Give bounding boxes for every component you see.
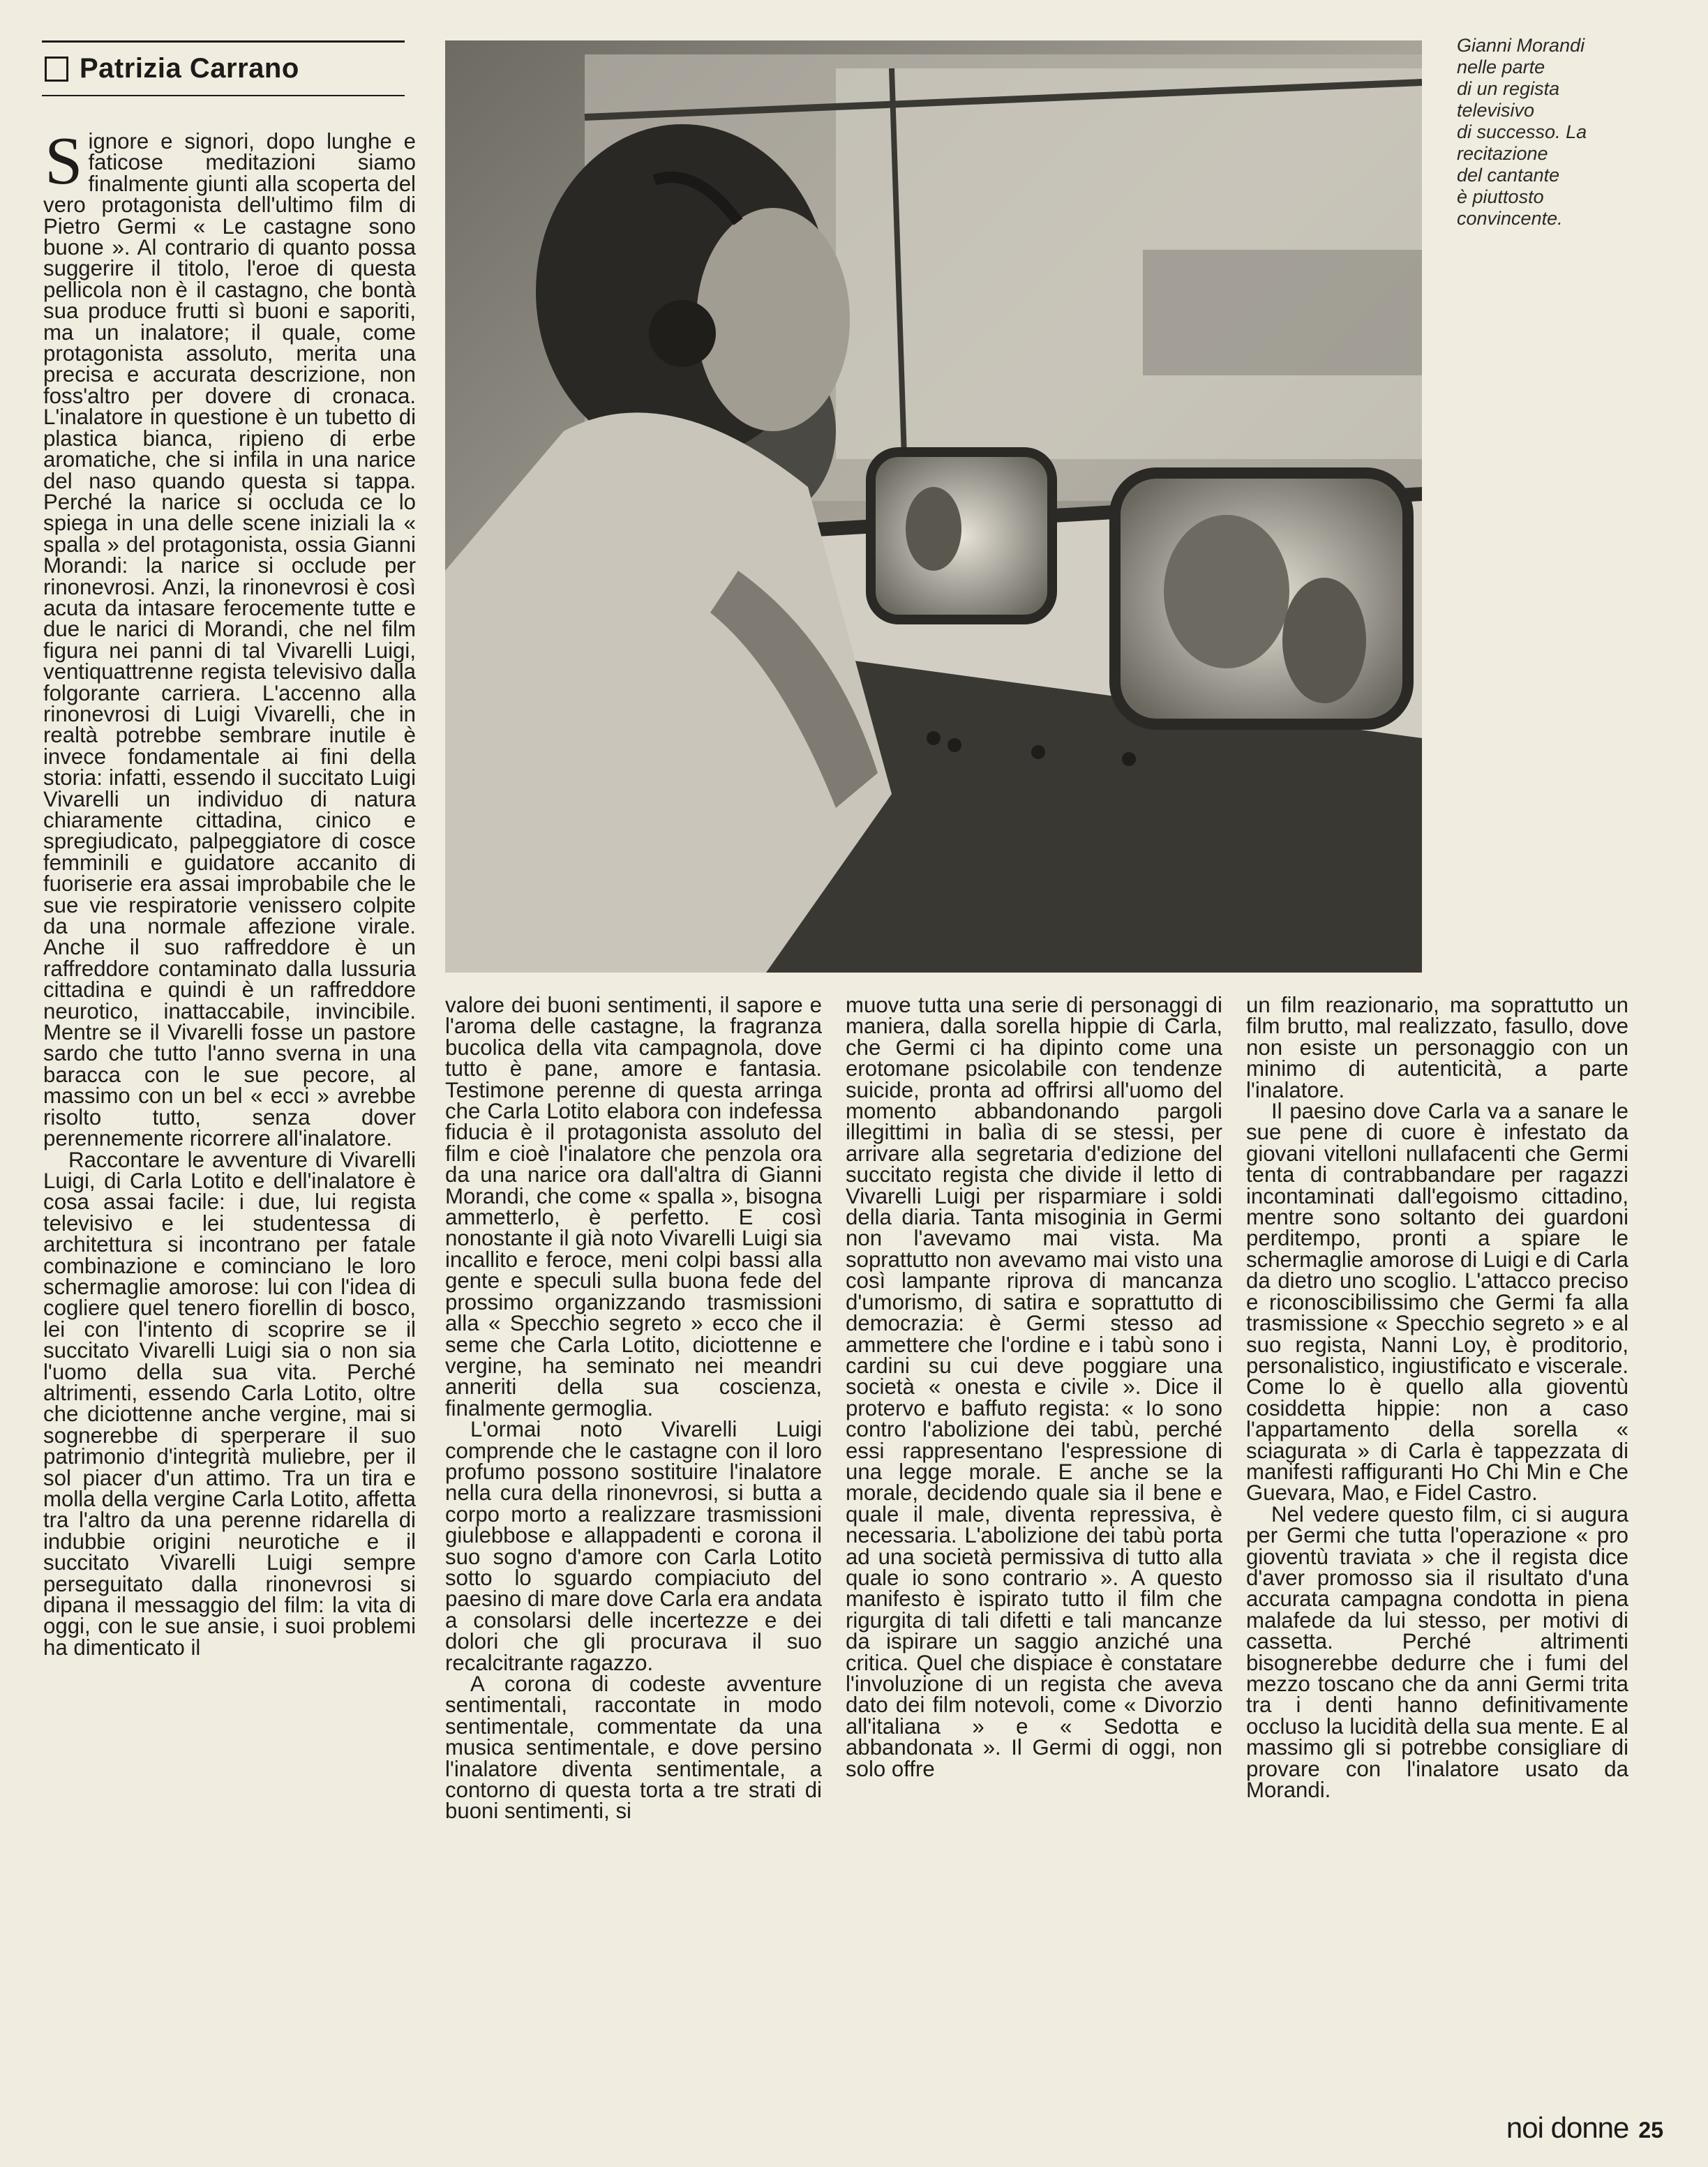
article-column-4 — [1246, 995, 1628, 1801]
paragraph: Raccontare le avventure di Vivarelli Luigi, di Carla Lotito e dell'inalatore è cosa assai facile: i due, lui regista televisivo e lei studentessa di architettura si incontrano per fatale combinazione e cominciano le loro schermaglie amorose: lui con l'idea di cogliere quel tenero fiorellin di bosco, lei con l'intento di scoprire se il succitato Vivarelli Luigi sia o non sia l'uomo della sua vita. Perché altrimenti, essendo Carla Lotito, oltre che diciottenne anche vergine, mai si sognerebbe di sperperare il suo patrimonio d'integrità muliebre, per il sol piacer d'un attimo. Tra un tira e molla della vergine Carla Lotito, affetta tra l'altro da una perenne ridarella di indubbie origini neurotiche e il succitato Vivarelli Luigi sempre perseguitato dalla rinonevrosi si dipana il messaggio del film: la vita di oggi, con le sue ansie, i suoi problemi ha dimenticato il — [43, 1147, 416, 1660]
paragraph: A corona di codeste avventure sentimentali, raccontate in modo sentimentale, commentate da una musica sentimentale, e dove persino l'inalatore diventa sentimentale, a contorno di questa torta a tre strati di buoni sentimenti, si — [445, 1672, 822, 1824]
caption-line: di un regista — [1457, 78, 1560, 99]
caption-line: è piuttosto — [1457, 186, 1544, 207]
photo-caption — [1457, 35, 1680, 230]
article-column-2 — [445, 995, 822, 1822]
article-column-1 — [43, 123, 416, 1660]
paragraph — [43, 123, 416, 1151]
caption-line: recitazione — [1457, 143, 1548, 164]
caption-line: nelle parte — [1457, 57, 1545, 77]
drop-cap: S — [45, 123, 83, 199]
caption-line: televisivo — [1457, 100, 1535, 121]
byline — [42, 40, 405, 96]
caption-line: convincente. — [1457, 208, 1563, 229]
caption-line: di successo. La — [1457, 121, 1587, 142]
photo-tv-control-room — [445, 40, 1422, 973]
paragraph: valore dei buoni sentimenti, il sapore e l'aroma delle castagne, la fragranza bucolica della vita campagnola, dove tutto è pane, amore e fantasia. Testimone perenne di questa arringa che Carla Lotito elabora con indefessa fiducia è il protagonista assoluto del film e cioè l'inalatore che penzola ora da una narice ora dall'altra di Gianni Morandi, che come « spalla », bisogna ammetterlo, è perfetto. E così nonostante il già noto Vivarelli Luigi sia incallito e feroce, meni colpi bassi alla gente e speculi sulla buona fede del prossimo organizzando trasmissioni alla « Specchio segreto » ecco che il seme che Carla Lotito, diciottenne e vergine, ha seminato nei meandri anneriti della sua coscienza, finalmente germoglia. — [445, 993, 822, 1420]
paragraph: Nel vedere questo film, ci si augura per Germi che tutta l'operazione « pro gioventù traviata » che il regista dice d'aver promosso sia il risultato d'una accurata campagna condotta in piena malafede da lui stesso, per motivi di cassetta. Perché altrimenti bisognerebbe dedurre che i fumi del mezzo toscano che da anni Germi trita tra i denti hanno definitivamente occluso la lucidità della sua mente. E al massimo gli si potrebbe consigliare di provare con l'inalatore usato da Morandi. — [1246, 1501, 1628, 1803]
caption-line: Gianni Morandi — [1457, 35, 1585, 56]
article-photo — [445, 40, 1422, 973]
magazine-name: noi donne — [1506, 2111, 1629, 2144]
page-number: 25 — [1638, 2117, 1663, 2143]
paragraph: muove tutta una serie di personaggi di maniera, dalla sorella hippie di Carla, che Germi ci ha dipinto come una erotomane psicolabile con tendenze suicide, pronta ad offrirsi all'uomo del momento abbandonando pargoli illegittimi in balìa di se stessi, per arrivare alla segretaria d'edizione del succitato regista che divide il letto di Vivarelli Luigi per risparmiare i soldi della diaria. Tanta misoginia in Germi non l'avevamo mai vista. Ma soprattutto non avevamo mai visto una così lampante riprova di mancanza d'umorismo, di satira e soprattutto di democrazia: è Germi stesso ad ammettere che l'ordine e i tabù sono i cardini su cui deve poggiare una società « onesta e civile ». Dice il protervo e baffuto regista: « Io sono contro l'abolizione dei tabù, perché essi rappresentano l'espressione di una legge morale. E anche se la morale, decidendo quale sia il bene e quale il male, diventa repressiva, è necessaria. L'abolizione dei tabù porta ad una società permissiva di tutto alla quale io sono contrario ». A questo manifesto è ispirato tutto il film che rigurgita di tali difetti e tali mancanze da ispirare un saggio anziché una critica. Quel che dispiace è constatare l'involuzione di un regista che aveva dato dei film notevoli, come « Divorzio all'italiana » e « Sedotta e abbandonata ». Il Germi di oggi, non solo offre — [846, 993, 1222, 1781]
paragraph: L'ormai noto Vivarelli Luigi comprende che le castagne con il loro profumo possono sostituire l'inalatore nella cura della rinonevrosi, si butta a corpo morto a realizzare trasmissioni giulebbose e allappadenti e corona il suo sogno d'amore con Carla Lotito sotto lo sguardo compiaciuto del paesino di mare dove Carla era andata a consolarsi delle incertezze e dei dolori che gli procurava il suo recalcitrante ragazzo. — [445, 1417, 822, 1675]
page-footer — [1506, 2111, 1663, 2145]
author-name: Patrizia Carrano — [80, 53, 299, 84]
article-column-3 — [846, 995, 1222, 1780]
paragraph-text: ignore e signori, dopo lunghe e faticose meditazioni siamo finalmente giunti alla scoperta del vero protagonista dell'ultimo film di Pietro Germi « Le castagne sono buone ». Al contrario di quanto possa suggerire il titolo, l'eroe di questa pellicola non è il castagno, che bontà sua produce frutti sì buoni e saporiti, ma un inalatore; il quale, come protagonista assoluto, merita una precisa e accurata descrizione, non foss'altro per dovere di cronaca. L'inalatore in questione è un tubetto di plastica bianca, ripieno di erbe aromatiche, che si infila in una narice del naso quando questa si tappa. Perché la narice si occluda ce lo spiega in una delle scene iniziali la « spalla » del protagonista, ossia Gianni Morandi: la narice si occlude per rinonevrosi. Anzi, la rinonevrosi è così acuta da intasare ferocemente tutte e due le narici di Morandi, che nel film figura nei panni di tal Vivarelli Luigi, ventiquattrenne regista televisivo dalla folgorante carriera. L'accenno alla rinonevrosi di Luigi Vivarelli, che in realtà potrebbe sembrare inutile è invece fondamentale ai fini della storia: infatti, essendo il succitato Luigi Vivarelli un individuo di natura chiaramente cittadina, cinico e spregiudicato, palpeggiatore di cosce femminili e guidatore accanito di fuoriserie era assai improbabile che le sue vie respiratorie venissero colpite da una normale affezione virale. Anche il suo raffreddore è un raffreddore contaminato dalla lussuria cittadina e quindi è un raffreddore neurotico, inattaccabile, invincibile. Mentre se il Vivarelli fosse un pastore sardo che tutto l'anno sverna in una baracca con le sue pecore, al massimo con un bel « ecci » avrebbe risolto tutto, senza dover perennemente ricorrere all'inalatore. — [43, 129, 416, 1151]
paragraph: Il paesino dove Carla va a sanare le sue pene di cuore è infestato da giovani vitelloni nullafacenti che Germi tenta di contrabbandare per ragazzi incontaminati dall'egoismo cittadino, mentre sono soltanto dei guardoni perditempo, pronti a spiare le schermaglie amorose di Luigi e di Carla da dietro uno scoglio. L'attacco preciso e riconoscibilissimo che Germi fa alla trasmissione « Specchio segreto » e al suo regista, Nanni Loy, è proditorio, personalistico, ingiustificato e viscerale. Come lo è quello alla gioventù cosiddetta hippie: non a caso l'appartamento della sorella « sciagurata » di Carla è tappezzata di manifesti raffiguranti Ho Chi Min e Che Guevara, Mao, e Fidel Castro. — [1246, 1099, 1628, 1506]
byline-box-icon — [45, 57, 68, 82]
caption-line: del cantante — [1457, 165, 1560, 186]
paragraph: un film reazionario, ma soprattutto un film brutto, mal realizzato, fasullo, dove non esiste un personaggio con un minimo di autenticità, a parte l'inalatore. — [1246, 993, 1628, 1102]
